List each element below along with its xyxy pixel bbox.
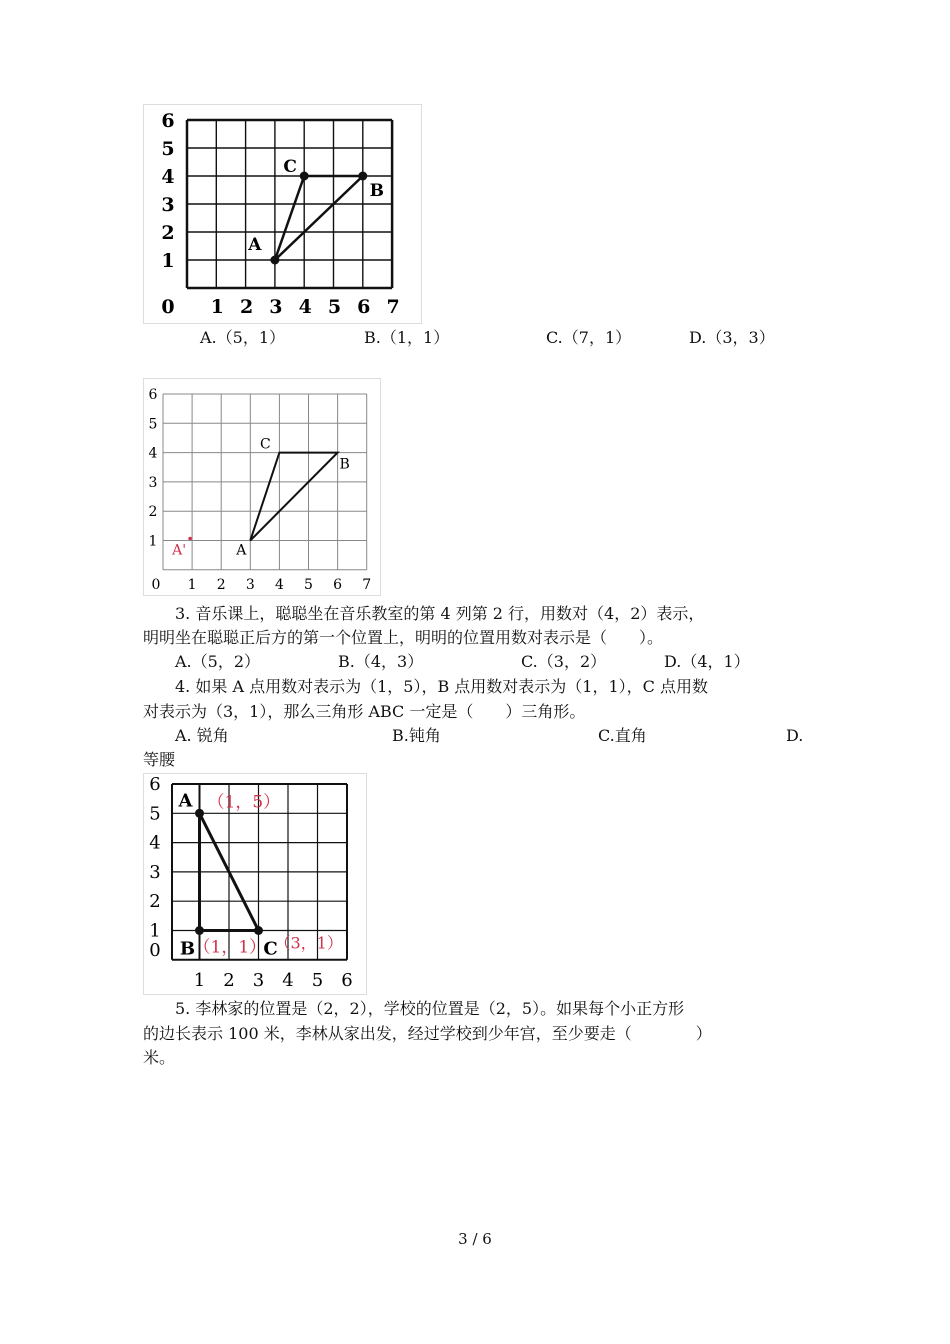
y-tick-label: 5 [161,138,175,160]
point-label-b: B [339,456,350,473]
x-tick-label: 1 [193,970,206,991]
q4-line-2: 对表示为（3，1），那么三角形 ABC 一定是（ ）三角形。 [143,702,586,721]
q4-option-d[interactable]: D. [786,726,804,745]
y-tick-label: 3 [148,474,158,491]
y-tick-label: 2 [149,891,161,913]
point-c [254,926,263,935]
y-tick-label: 4 [161,166,175,188]
point-b [195,926,204,935]
annotation-c: （3，1） [274,933,343,953]
x-tick-label: 4 [298,296,312,318]
x-tick-label: 3 [245,577,255,593]
x-tick-label: 2 [216,577,226,593]
figure-1-svg [144,105,421,323]
y-tick-label: 1 [148,533,158,550]
y-tick-label: 1 [149,920,161,942]
q2-option-d[interactable]: D.（3，3） [689,328,775,347]
y-tick-label: 2 [148,504,158,521]
point-label-a: A [178,790,193,812]
y-tick-label: 5 [149,803,161,825]
y-tick-label: 2 [161,222,175,244]
page-number: 3 / 6 [458,1230,492,1248]
point-c [300,172,309,181]
q4-option-d-continued: 等腰 [143,750,176,769]
x-tick-label: 4 [282,970,294,991]
point-a [195,809,204,818]
point-label-c: C [260,436,271,453]
x-tick-label: 6 [333,577,343,593]
point-label-c: C [263,938,278,960]
x-tick-label: 2 [223,970,235,991]
q4-option-c[interactable]: C.直角 [598,726,647,745]
y-tick-label: 1 [161,250,175,272]
q4-option-a[interactable]: A. 锐角 [175,726,229,745]
q3-option-c[interactable]: C.（3，2） [521,652,607,671]
point-label-a: A [236,542,247,559]
x-tick-label: 7 [386,296,400,318]
x-tick-label: 0 [161,296,175,318]
y-tick-label: 6 [148,387,158,403]
point-label-a-prime: A' [172,542,187,559]
figure-3-svg [144,774,366,994]
x-tick-label: 4 [274,577,284,593]
x-tick-label: 6 [357,296,371,318]
figure-1-grid [143,104,422,324]
q5-line-2: 的边长表示 100 米，李林从家出发，经过学校到少年宫，至少要走（ ） [143,1024,712,1043]
y-tick-label: 0 [149,939,161,961]
point-label-b: B [369,181,384,201]
y-tick-label: 6 [149,774,161,795]
y-tick-label: 3 [161,194,175,216]
annotation-a: （1，5） [207,792,281,813]
figure-2-svg [144,379,380,595]
point-a-prime [188,537,192,541]
annotation-b: （1，1） [193,937,267,958]
q3-line-1: 3. 音乐课上，聪聪坐在音乐教室的第 4 列第 2 行，用数对（4，2）表示， [175,604,705,623]
x-tick-label: 5 [311,970,324,991]
x-tick-label: 3 [252,970,265,991]
q3-option-a[interactable]: A.（5，2） [175,652,261,671]
x-tick-label: 5 [327,296,342,318]
point-label-b: B [179,938,196,960]
point-label-a: A [248,235,262,255]
q2-option-a[interactable]: A.（5，1） [200,328,286,347]
x-tick-label: 0 [151,577,161,593]
point-a [270,256,279,265]
point-b [358,172,367,181]
q2-option-b[interactable]: B.（1，1） [364,328,450,347]
q2-option-c[interactable]: C.（7，1） [546,328,632,347]
triangle-abc [275,176,363,260]
x-tick-label: 6 [341,970,353,991]
q3-option-b[interactable]: B.（4，3） [338,652,424,671]
y-tick-label: 5 [148,416,158,433]
x-tick-label: 1 [187,577,197,593]
point-label-c: C [283,157,297,177]
q3-option-d[interactable]: D.（4，1） [664,652,750,671]
q4-option-b[interactable]: B.钝角 [392,726,441,745]
q5-line-3: 米。 [143,1048,176,1067]
q4-line-1: 4. 如果 A 点用数对表示为（1，5），B 点用数对表示为（1，1），C 点用数 [175,677,708,696]
triangle-abc [250,453,337,541]
y-tick-label: 4 [148,445,158,462]
y-tick-label: 6 [161,110,175,132]
x-tick-label: 3 [269,296,283,318]
x-tick-label: 2 [239,296,254,318]
figure-3-grid [143,773,367,995]
q3-line-2: 明明坐在聪聪正后方的第一个位置上，明明的位置用数对表示是（ ）。 [143,628,664,647]
x-tick-label: 1 [210,296,224,318]
x-tick-label: 7 [362,577,372,593]
q5-line-1: 5. 李林家的位置是（2，2），学校的位置是（2，5）。如果每个小正方形 [175,999,685,1018]
figure-2-grid [143,378,381,596]
y-tick-label: 3 [149,861,161,883]
y-tick-label: 4 [149,832,161,854]
x-tick-label: 5 [304,577,313,593]
